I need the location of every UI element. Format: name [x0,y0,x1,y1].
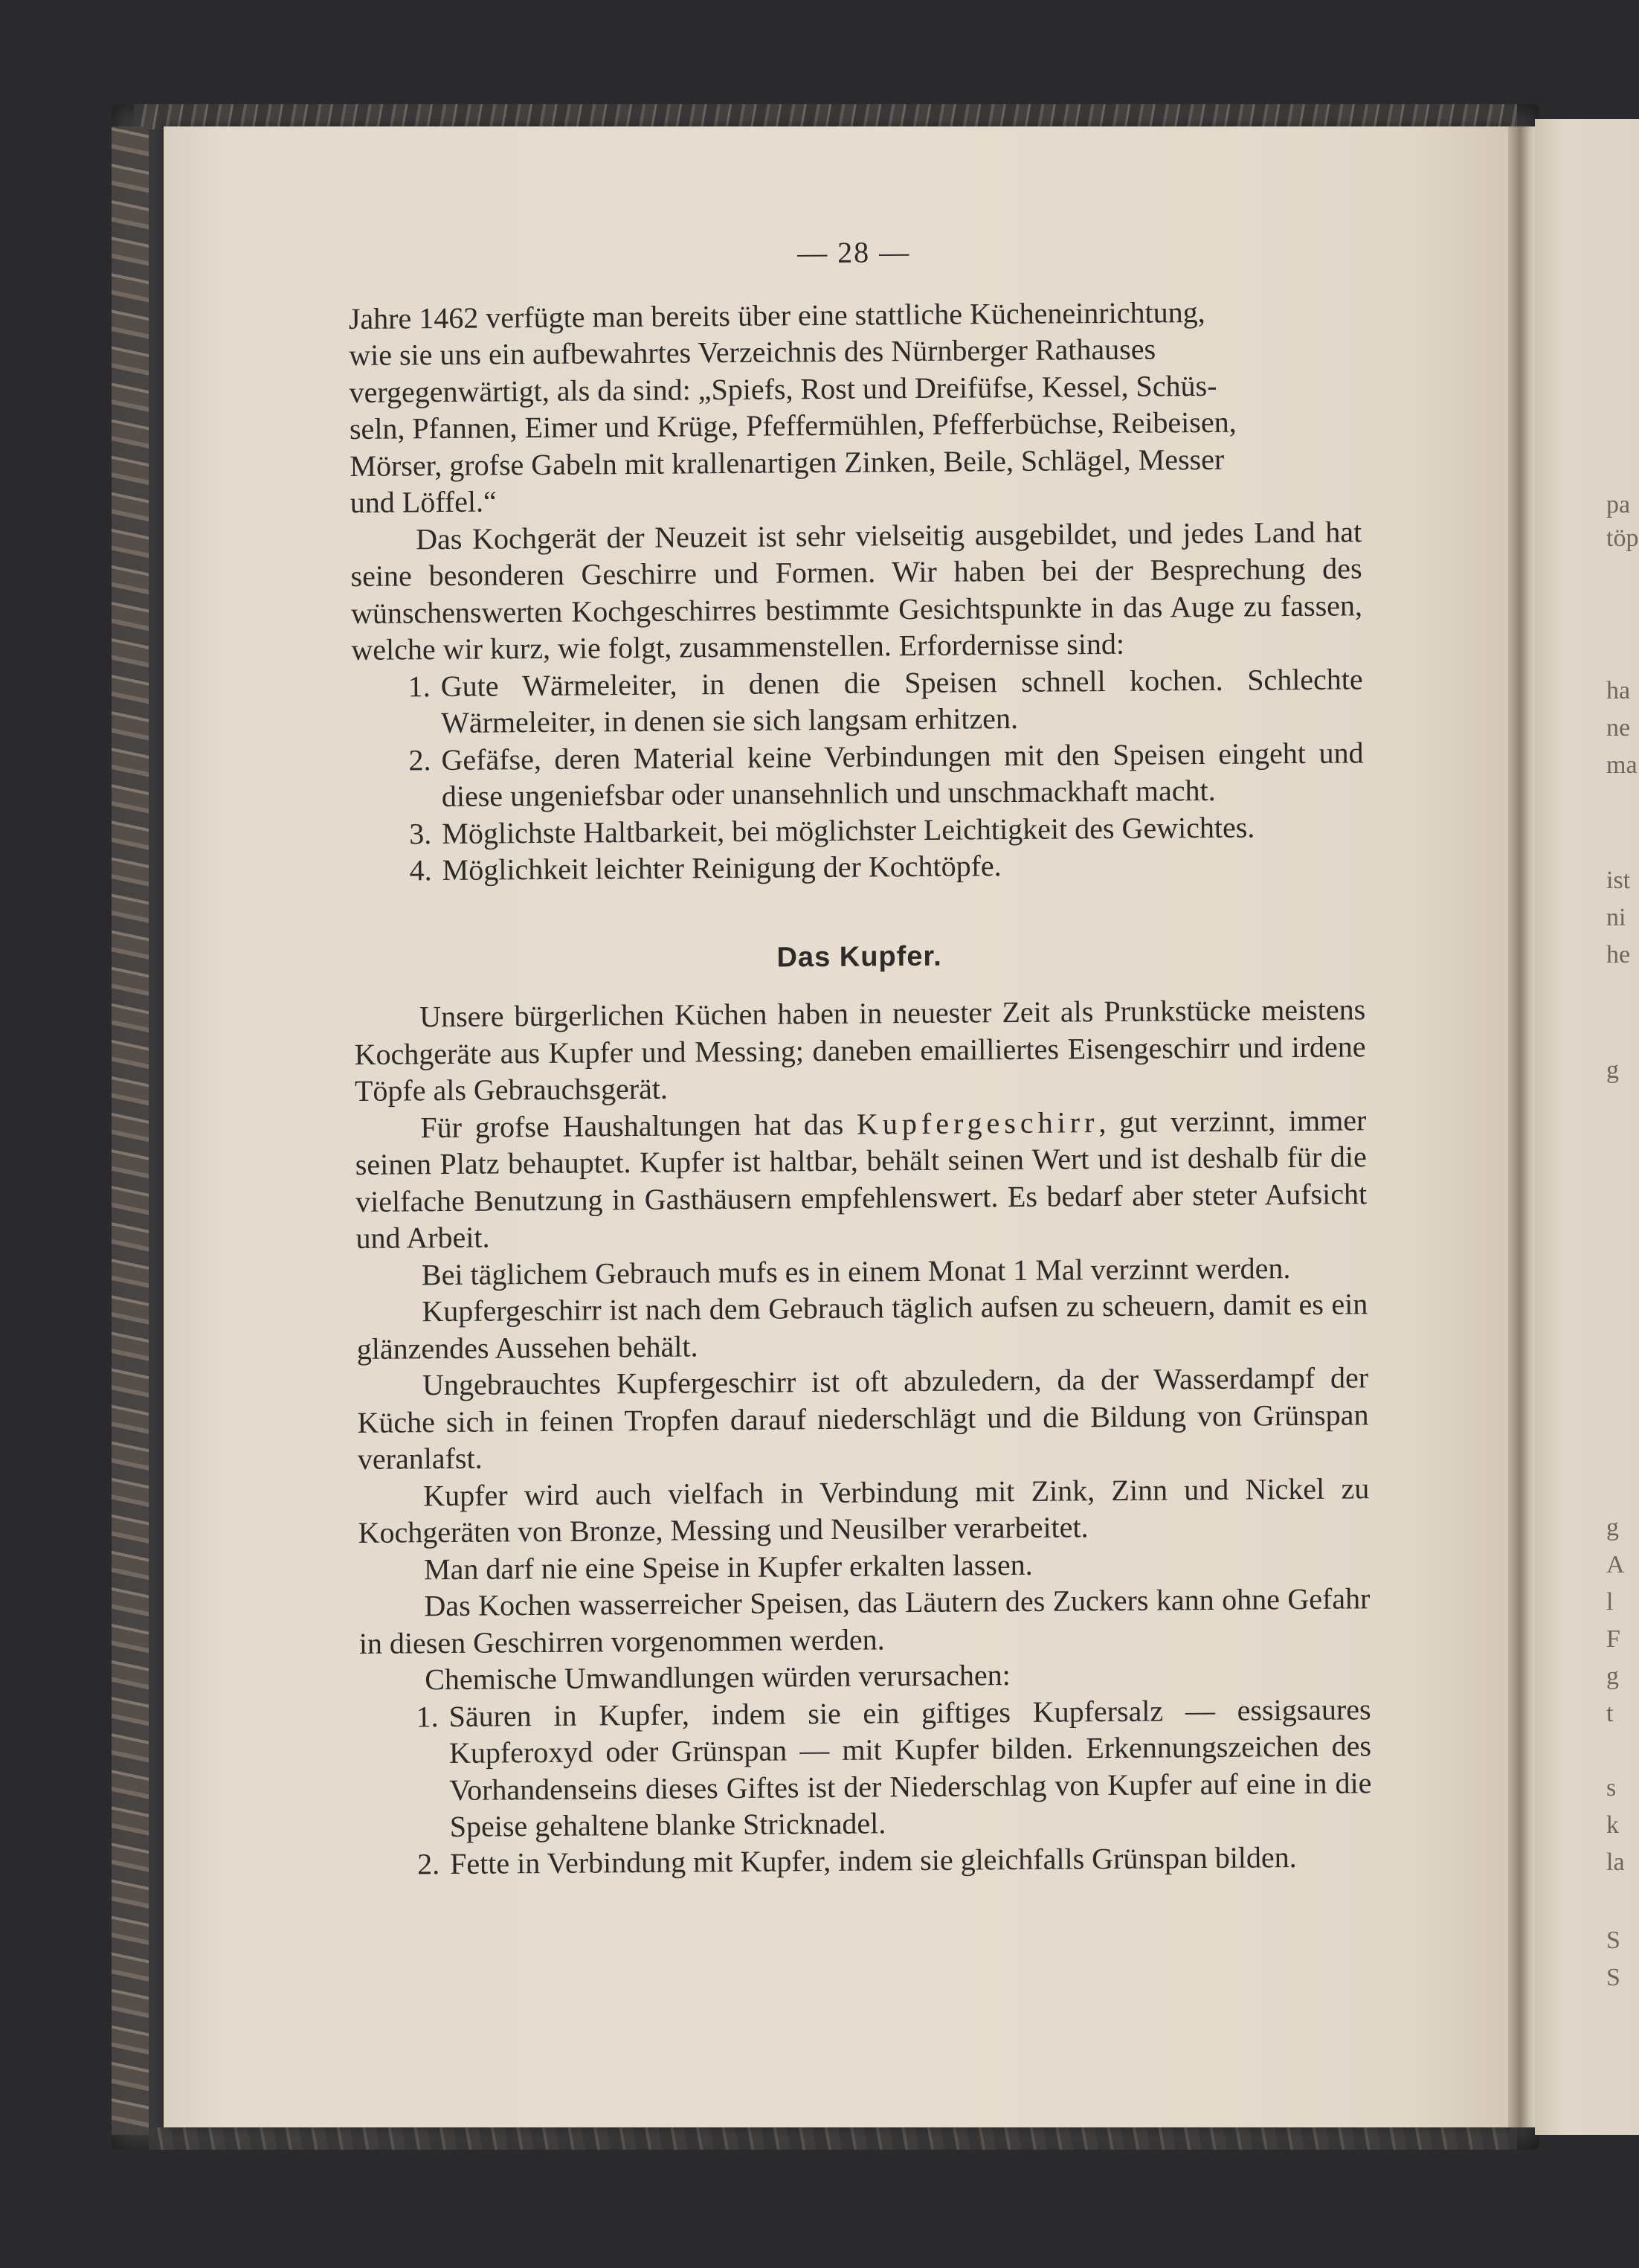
page-number: — 28 — [796,235,911,270]
marbled-edge-left [112,126,149,2135]
right-page-fragment: ist [1606,867,1631,894]
list-text: Möglichkeit leichter Reinigung der Kochtöpfe. [442,849,1002,887]
text-line: und Löffel.“ [350,484,497,519]
paragraph: Ungebrauchtes Kupfergeschirr ist oft abzuledern, da der Wasserdampf der Küche sich in feinen Tropfen darauf niederschlägt und die Bildung von Grünspan veranlafst. [357,1361,1369,1476]
paragraph: Kupfer wird auch vielfach in Verbindung mit Zink, Zinn und Nickel zu Kochgeräten von Bronze, Messing und Neusilber verarbeitet. [358,1471,1370,1549]
right-page-fragment: töp [1606,524,1639,552]
list-item [352,734,1364,816]
text-line: wie sie uns ein aufbewahrtes Verzeichnis des Nürnberger Rathauses [349,332,1156,372]
right-page-fragment: ha [1606,677,1631,704]
list-text: Säuren in Kupfer, indem sie ein giftiges Kupfersalz — essigsaures Kupferoxyd oder Grünspan — mit Kupfer bilden. Erkennungszeichen des Vorhandenseins dieses Giftes ist der Niederschlag von Kupfer auf eine in die Speise gehaltene blanke Stricknadel. [448,1692,1372,1843]
right-page-fragment: t [1606,1700,1614,1727]
list-number: 2. [408,742,431,777]
list-text: Fette in Verbindung mit Kupfer, indem sie gleichfalls Grünspan bilden. [449,1840,1297,1880]
paragraph: Das Kochen wasserreicher Speisen, das Läutern des Zuckers kann ohne Gefahr in diesen Geschirren vorgenommen werden. [358,1581,1371,1660]
list-text: Gute Wärmeleiter, in denen die Speisen schnell kochen. Schlechte Wärmeleiter, in denen sie sich langsam erhitzen. [440,661,1363,740]
requirements-list [352,661,1365,890]
paragraph-text: Für grofse Haushaltungen hat das [420,1107,857,1144]
chemical-list [359,1691,1372,1883]
paragraph-kochgeraet: Das Kochgerät der Neuzeit ist sehr vielseitig ausgebildet, und jedes Land hat seine besonderen Geschirre und Formen. Wir haben bei der Besprechung des wünschenswerten Kochgeschirres bestimmte Gesichtspunkte in das Auge zu fassen, welche wir kurz, wie folgt, zusammenstellen. Erfordernisse sind: [350,514,1363,666]
right-page-fragment: la [1606,1848,1625,1876]
right-page-fragment: S [1606,1964,1620,1991]
list-item [352,844,1364,889]
right-page-fragment: k [1606,1811,1619,1839]
paragraph: Chemische Umwandlungen würden verursachen: [425,1658,1011,1697]
right-page-fragment: l [1606,1588,1614,1616]
list-number: 3. [409,816,432,850]
paragraph: Man darf nie eine Speise in Kupfer erkalten lassen. [423,1547,1033,1586]
list-number: 1. [408,669,431,703]
text-line: vergegenwärtigt, als da sind: „Spiefs, Rost und Dreifüfse, Kessel, Schüs- [349,368,1217,409]
right-page-fragment: ne [1606,714,1631,742]
list-item [352,661,1364,742]
right-page-fragment: he [1606,941,1631,968]
spaced-emphasis: Kupfergeschirr [856,1105,1099,1141]
book-gutter [1508,126,1535,2127]
book-page-right [1535,119,1639,2135]
right-page-fragment: A [1606,1551,1625,1578]
paragraph [355,1102,1368,1257]
list-number: 2. [416,1846,440,1880]
marbled-edge-top [134,104,1517,129]
section-heading: Das Kupfer. [776,940,942,974]
text-line: Mörser, grofse Gabeln mit krallenartigen Zinken, Beile, Schlägel, Messer [350,442,1225,483]
right-page-fragment: pa [1606,491,1631,518]
list-number: 4. [409,853,432,887]
text-line: seln, Pfannen, Eimer und Krüge, Pfeffermühlen, Pfefferbüchse, Reibeisen, [349,405,1237,446]
right-page-fragment: F [1606,1625,1620,1653]
marbled-edge-bottom [149,2127,1517,2150]
text-line: Jahre 1462 verfügte man bereits über eine stattliche Kücheneinrichtung, [348,295,1205,335]
list-number: 1. [416,1699,439,1733]
right-page-fragment: g [1606,1056,1619,1084]
right-page-fragment: S [1606,1927,1620,1954]
paragraph: Unsere bürgerlichen Küchen haben in neuester Zeit als Prunkstücke meistens Kochgeräte aus Kupfer und Messing; daneben emailliertes Eisengeschirr und irdene Töpfe als Gebrauchsgerät. [354,992,1366,1108]
right-page-fragment: g [1606,1663,1619,1690]
list-text: Möglichste Haltbarkeit, bei möglichster Leichtigkeit des Gewichtes. [442,809,1255,850]
intro-passage [349,292,1362,521]
paragraph: Bei täglichem Gebrauch mufs es in einem Monat 1 Mal verzinnt werden. [421,1250,1291,1291]
paragraph-text: , gut verzinnt, immer seinen Platz behauptet. Kupfer ist haltbar, behält seinen Wert und ist deshalb für die vielfache Benutzung in Gasthäusern empfehlenswert. Es bedarf aber steter Aufsicht und Arbeit. [355,1102,1368,1255]
list-item [359,1691,1372,1846]
right-page-fragment: ma [1606,751,1638,779]
right-page-fragment: g [1606,1514,1619,1541]
list-text: Gefäfse, deren Material keine Verbindungen mit den Speisen eingeht und diese ungeniefsbar oder unansehnlich und unschmackhaft macht. [441,735,1364,814]
page-text [348,230,1372,1883]
right-page-fragment: s [1606,1774,1617,1802]
right-page-fragment: ni [1606,904,1626,931]
paragraph: Kupfergeschirr ist nach dem Gebrauch täglich aufsen zu scheuern, damit es ein glänzendes Aussehen behält. [356,1287,1368,1366]
